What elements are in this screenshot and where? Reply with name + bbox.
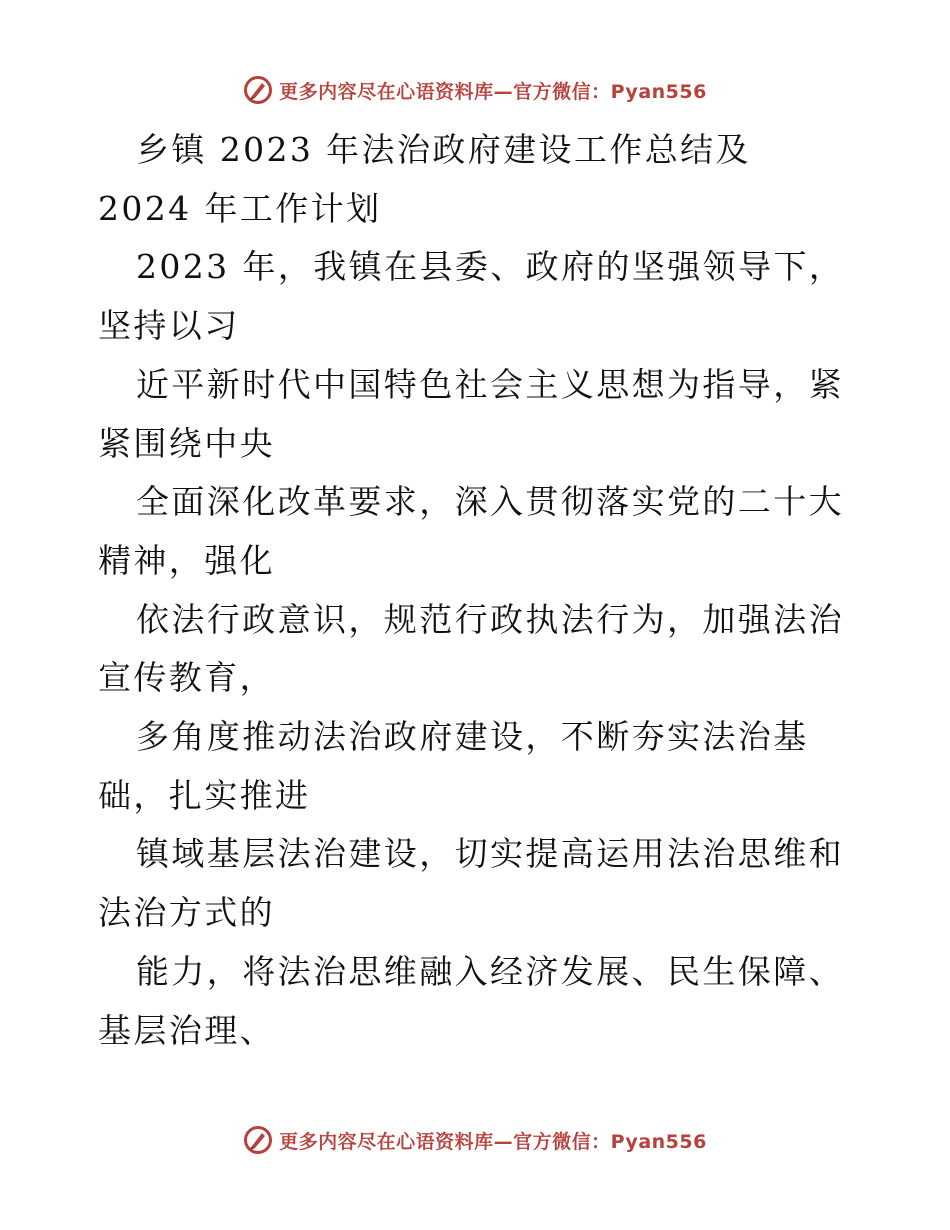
header-banner-text: 更多内容尽在心语资料库—官方微信：Pyan556 (279, 80, 707, 103)
document-body (98, 121, 853, 1060)
pen-logo-icon (243, 75, 273, 105)
paragraph-7: 能力，将法治思维融入经济发展、民生保障、基层治理、 (98, 951, 844, 1050)
paragraph-3: 全面深化改革要求，深入贯彻落实党的二十大精神，强化 (98, 482, 844, 580)
paragraph-4: 依法行政意识，规范行政执法行为，加强法治宣传教育， (98, 599, 844, 698)
pen-logo-icon (243, 1125, 273, 1155)
footer-banner-text: 更多内容尽在心语资料库—官方微信：Pyan556 (279, 1130, 707, 1153)
header-banner (0, 70, 950, 110)
document-title: 乡镇 2023 年法治政府建设工作总结及 2024 年工作计划 (98, 130, 751, 228)
paragraph-1: 2023 年，我镇在县委、政府的坚强领导下，坚持以习 (98, 247, 845, 346)
paragraph-2: 近平新时代中国特色社会主义思想为指导，紧紧围绕中央 (98, 364, 844, 463)
footer-banner (0, 1120, 950, 1160)
paragraph-5: 多角度推动法治政府建设，不断夯实法治基础，扎实推进 (98, 717, 809, 815)
paragraph-6: 镇域基层法治建设，切实提高运用法治思维和法治方式的 (98, 834, 844, 933)
